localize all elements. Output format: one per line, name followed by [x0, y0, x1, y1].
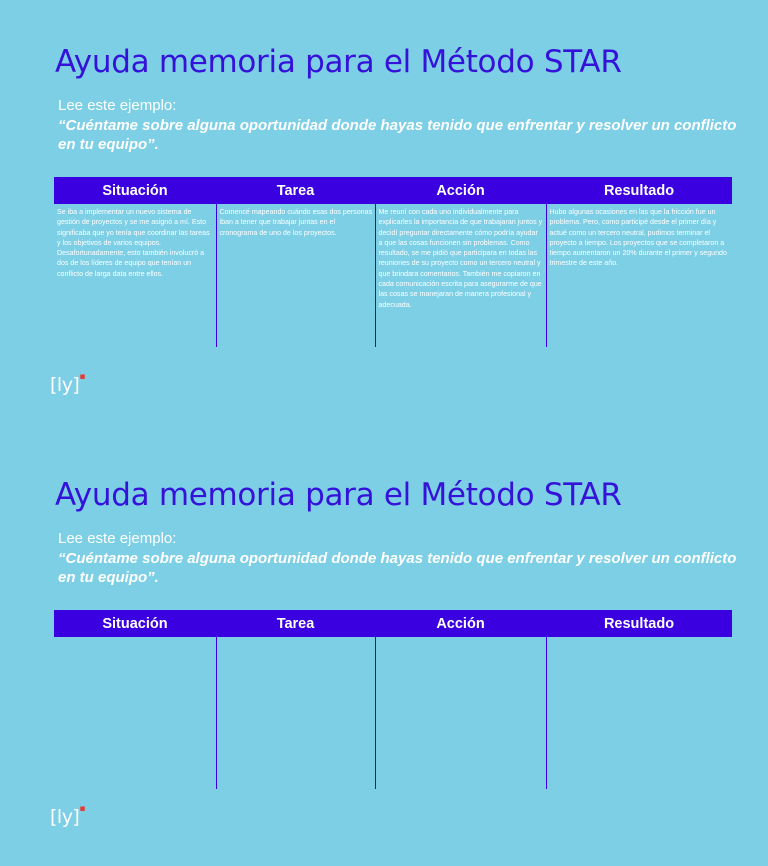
table-row	[54, 204, 732, 347]
logo-dot-icon: ▪	[79, 804, 85, 814]
example-question: “Cuéntame sobre alguna oportunidad donde hayas tenido que enfrentar y resolver un conflicto en tu equipo”.	[58, 117, 737, 153]
star-template-section	[0, 432, 768, 866]
header-tarea: Tarea	[216, 610, 375, 637]
cell-resultado-blank[interactable]	[546, 637, 732, 789]
page-title: Ayuda memoria para el Método STAR	[55, 477, 622, 513]
header-situacion: Situación	[54, 177, 216, 204]
brand-logo	[50, 374, 85, 396]
header-resultado: Resultado	[546, 177, 732, 204]
header-accion: Acción	[375, 177, 546, 204]
brand-logo	[50, 806, 85, 828]
header-accion: Acción	[375, 610, 546, 637]
cell-situacion-blank[interactable]	[54, 637, 216, 789]
logo-text: [ly]	[50, 806, 80, 828]
star-example-table	[54, 177, 732, 347]
cell-accion-blank[interactable]	[375, 637, 546, 789]
cell-tarea-blank[interactable]	[216, 637, 375, 789]
header-situacion: Situación	[54, 610, 216, 637]
table-row	[54, 637, 732, 789]
table-header-row	[54, 610, 732, 637]
lead-text: Lee este ejemplo:	[58, 97, 177, 114]
lead-text: Lee este ejemplo:	[58, 530, 177, 547]
page-title: Ayuda memoria para el Método STAR	[55, 44, 622, 80]
cell-situacion: Se iba a implementar un nuevo sistema de gestión de proyectos y se me asignó a mí. Esto significaba que yo tenía que coordinar las tareas y los objetivos de varios equipos. Desafortunadamente, esto también involucró a dos de los líderes de equipo que tenían un conflicto de larga data entre ellos.	[57, 208, 210, 278]
cell-resultado: Hubo algunas ocasiones en las que la fricción fue un problema. Pero, como participé desde el primer día y actué como un tercero neutral, pudimos terminar el proyecto a tiempo. Los proyectos que se completaron a tiempo aumentaron un 20% durante el primer y segundo trimestre de este año.	[546, 204, 732, 347]
star-blank-table	[54, 610, 732, 789]
cell-accion: Me reuní con cada uno individualmente para explicarles la importancia de que trabajaran juntos y decidí preguntar directamente cómo podría ayudar a que las cosas funcionen sin problemas. Como resultado, se me pidió que participara en todas las reuniones de su proyecto como un tercero neutral y que brindara comentarios. También me copiaron en cada comunicación escrita para asegurarme de que las cosas se manejaran de manera profesional y adecuada.	[375, 204, 546, 347]
logo-text: [ly]	[50, 374, 80, 396]
header-tarea: Tarea	[216, 177, 375, 204]
header-resultado: Resultado	[546, 610, 732, 637]
star-example-section	[0, 0, 768, 430]
table-header-row	[54, 177, 732, 204]
example-question: “Cuéntame sobre alguna oportunidad donde hayas tenido que enfrentar y resolver un conflicto en tu equipo”.	[58, 550, 737, 586]
cell-tarea: Comencé mapeando cuándo esas dos personas iban a tener que trabajar juntas en el cronograma de uno de los proyectos.	[216, 204, 375, 347]
logo-dot-icon: ▪	[79, 372, 85, 382]
